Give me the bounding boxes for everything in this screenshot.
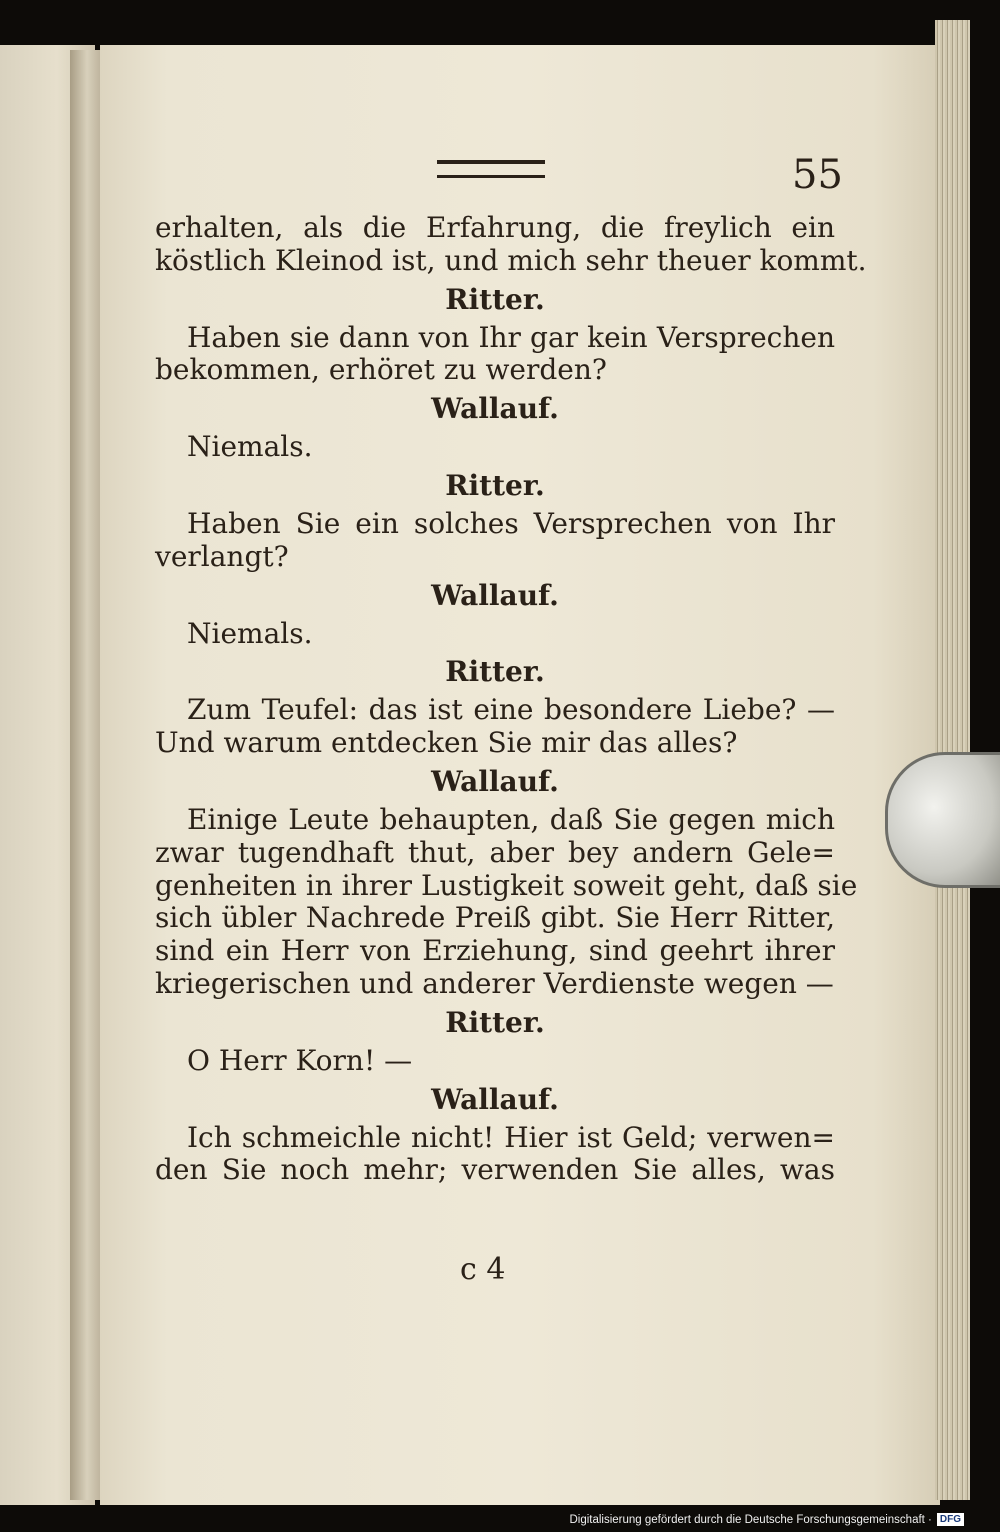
text-line: Niemals. [187, 430, 313, 464]
signature-mark: c 4 [460, 1252, 506, 1287]
text-line: genheiten in ihrer Lustigkeit soweit geht, daß sie [155, 868, 858, 902]
dfg-logo: DFG [937, 1513, 964, 1526]
speaker-name: Ritter. [445, 282, 545, 316]
digitization-footer [569, 1513, 964, 1526]
text-line: köstlich Kleinod ist, und mich sehr theuer kommt. [155, 243, 867, 277]
page-number: 55 [792, 152, 843, 198]
text-line: sind ein Herr von Erziehung, sind geehrt ihrer [155, 934, 835, 968]
text-line: Niemals. [187, 616, 313, 650]
speaker-name: Wallauf. [431, 392, 559, 426]
page-clip [885, 752, 1000, 888]
text-line: kriegerischen und anderer Verdienste wegen — [155, 966, 834, 1000]
speaker-name: Ritter. [445, 655, 545, 689]
speaker-name: Wallauf. [431, 764, 559, 798]
text-line: bekommen, erhöret zu werden? [155, 353, 607, 387]
text-line: verlangt? [155, 539, 289, 573]
text-line: sich übler Nachrede Preiß gibt. Sie Herr Ritter, [155, 901, 835, 935]
page-text [155, 211, 867, 1187]
text-line: Ich schmeichle nicht! Hier ist Geld; verwen= [187, 1120, 835, 1154]
footer-credit: Digitalisierung gefördert durch die Deutsche Forschungsgemeinschaft · [569, 1513, 932, 1526]
speaker-name: Wallauf. [431, 578, 559, 612]
speaker-name: Wallauf. [431, 1082, 559, 1116]
text-line: den Sie noch mehr; verwenden Sie alles, was [155, 1153, 835, 1187]
text-line: Haben sie dann von Ihr gar kein Versprechen [187, 320, 835, 354]
text-line: Haben Sie ein solches Versprechen von Ihr [187, 506, 835, 540]
text-line: zwar tugendhaft thut, aber bey andern Gele= [155, 835, 835, 869]
speaker-name: Ritter. [445, 1005, 545, 1039]
speaker-name: Ritter. [445, 468, 545, 502]
header-rule [437, 160, 545, 178]
text-line: erhalten, als die Erfahrung, die freylich ein [155, 211, 835, 244]
book-gutter [70, 50, 104, 1500]
text-line: Zum Teufel: das ist eine besondere Liebe? — [187, 693, 835, 727]
text-line: Einige Leute behaupten, daß Sie gegen mich [187, 802, 835, 836]
text-line: O Herr Korn! — [187, 1043, 413, 1077]
text-line: Und warum entdecken Sie mir das alles? [155, 726, 738, 760]
